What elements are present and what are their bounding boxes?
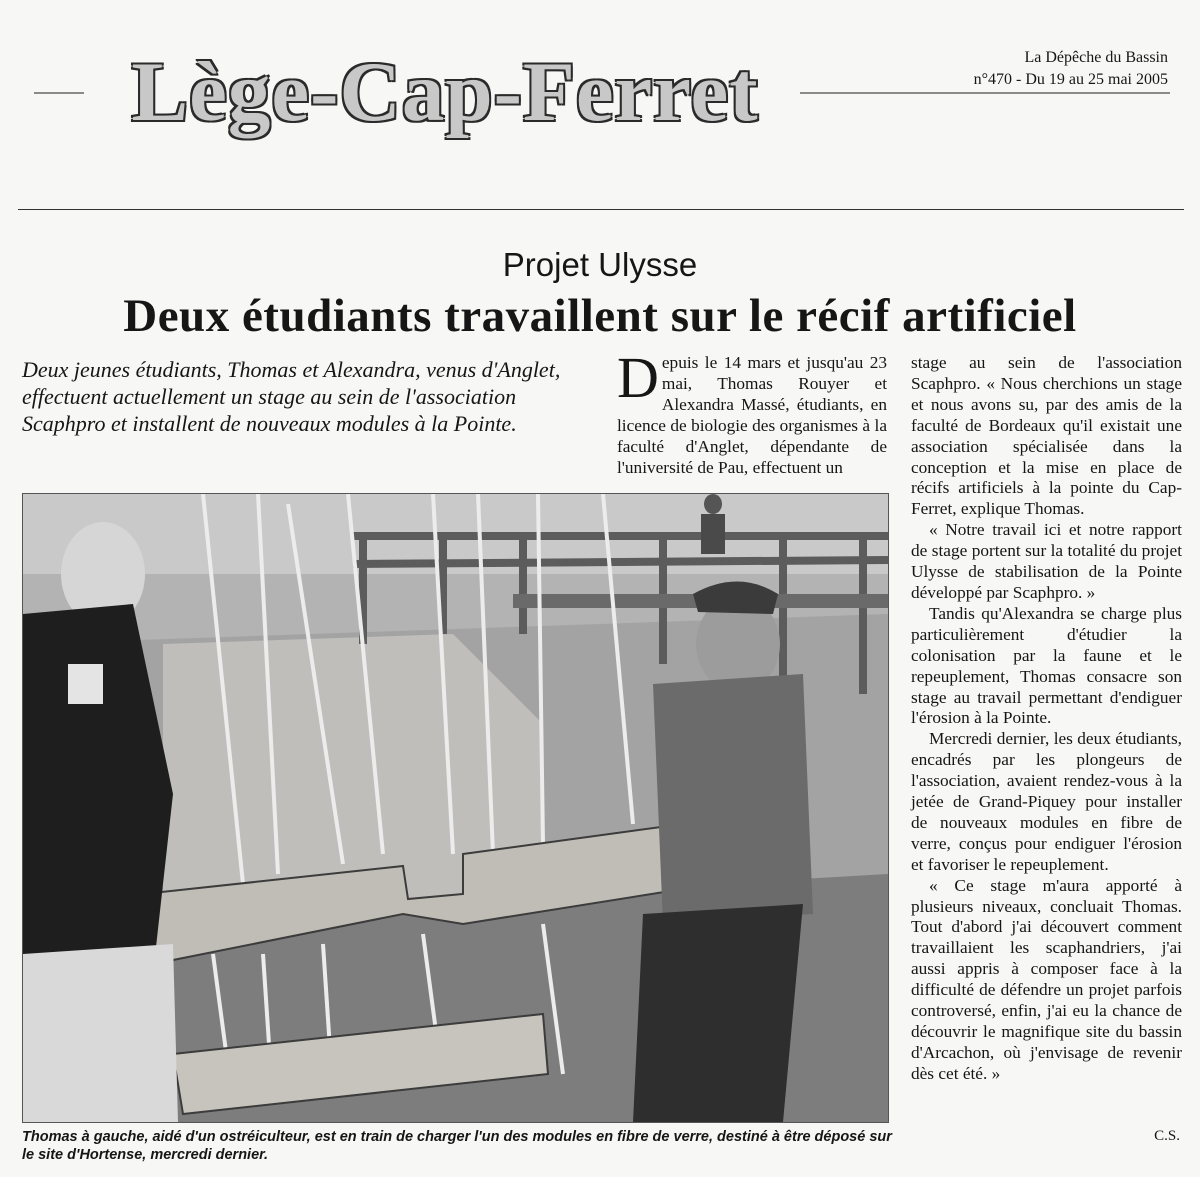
- paragraph: « Notre travail ici et notre rapport de stage portent sur la totalité du projet Ulysse de stabilisation de la Pointe développé par Scaphpro. »: [911, 520, 1182, 602]
- paragraph: « Ce stage m'aura apporté à plusieurs niveaux, concluait Thomas. Tout d'abord j'ai découvert comment travaillaient les scaphandriers, j'ai aussi appris à composer face à la difficulté de défendre un projet parfois controversé, enfin, j'ai eu la chance de découvrir le magnifique site du bassin d'Arcachon, où j'envisage de revenir dès cet été. »: [911, 875, 1182, 1083]
- header-divider: [18, 209, 1184, 210]
- section-title: Lège-Cap-Ferret: [131, 45, 759, 139]
- photo-illustration: [23, 494, 888, 1122]
- article-column-2: [911, 353, 1182, 1085]
- issue-date: n°470 - Du 19 au 25 mai 2005: [973, 71, 1168, 88]
- dropcap: D: [617, 345, 659, 410]
- publication-name: La Dépêche du Bassin: [1024, 49, 1168, 66]
- photo-caption: Thomas à gauche, aidé d'un ostréiculteur, est en train de charger l'un des modules en fibre de verre, destiné à être déposé sur le site d'Hortense, mercredi dernier.: [22, 1129, 892, 1163]
- column-1-text: epuis le 14 mars et jusqu'au 23 mai, Thomas Rouyer et Alexandra Massé, étudiants, en licence de biologie des organismes à la faculté d'Anglet, dépendante de l'université de Pau, effectuent un: [617, 353, 887, 477]
- article-headline: Deux étudiants travaillent sur le récif artificiel: [123, 290, 1077, 342]
- header-rule-right: [800, 92, 1170, 94]
- author-signature: C.S.: [1154, 1128, 1180, 1144]
- article-photo: [22, 493, 889, 1123]
- header-rule-left: [34, 92, 84, 94]
- article-lead: Deux jeunes étudiants, Thomas et Alexandra, venus d'Anglet, effectuent actuellement un stage au sein de l'association Scaphpro et installent de nouveaux modules à la Pointe.: [22, 357, 561, 436]
- paragraph: Tandis qu'Alexandra se charge plus particulièrement d'étudier la colonisation par la faune et le repeuplement, Thomas consacre son stage au travail permettant d'endiguer l'érosion à la Pointe.: [911, 603, 1182, 728]
- paragraph: stage au sein de l'association Scaphpro. « Nous cherchions un stage et nous avons su, par des amis de la faculté de Bordeaux qu'il existait une association spécialisée dans la conception et la mise en place de récifs artificiels à la pointe du Cap-Ferret, explique Thomas.: [911, 353, 1182, 519]
- paragraph: Mercredi dernier, les deux étudiants, encadrés par les plongeurs de l'association, avaient rendez-vous à la jetée de Grand-Piquey pour installer de nouveaux modules en fibre de verre, conçus pour endiguer l'érosion et favoriser le repeuplement.: [911, 729, 1182, 874]
- article-kicker: Projet Ulysse: [502, 246, 698, 283]
- article-column-1: [617, 345, 887, 478]
